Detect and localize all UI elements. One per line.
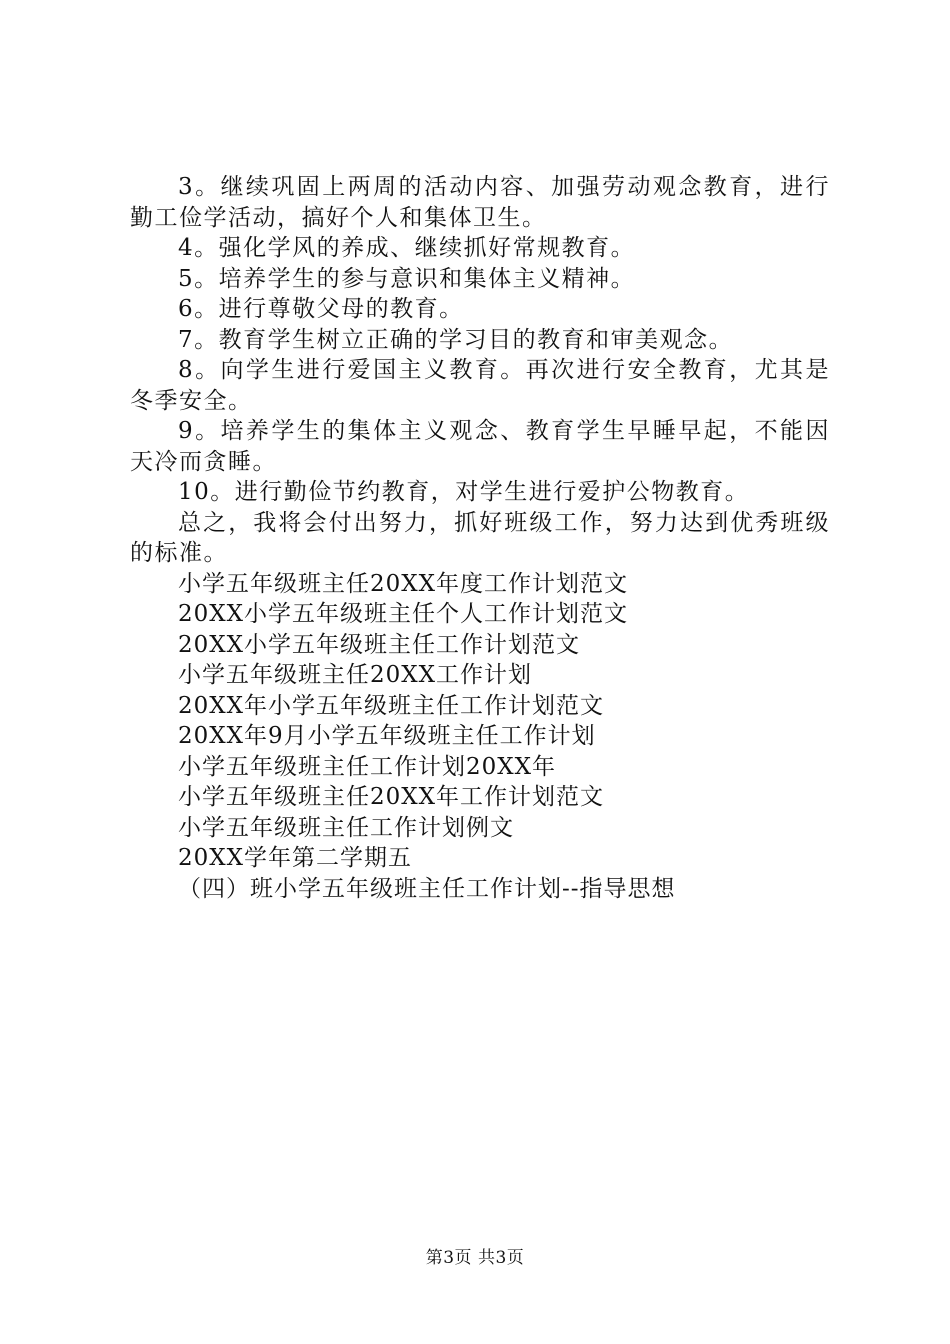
related-title: 小学五年级班主任20XX年工作计划范文 (178, 784, 605, 810)
related-titles-list (130, 569, 830, 905)
paragraph-item-4: 4。强化学风的养成、继续抓好常规教育。 (178, 235, 636, 261)
related-title: 20XX年9月小学五年级班主任工作计划 (178, 723, 596, 749)
paragraph-item-7: 7。教育学生树立正确的学习目的教育和审美观念。 (178, 326, 734, 353)
related-title: 20XX学年第二学期五 (178, 845, 413, 871)
page-number-footer: 第3页 共3页 (425, 1248, 525, 1268)
related-title: 20XX小学五年级班主任个人工作计划范文 (178, 601, 629, 627)
paragraph-item-9: 9。培养学生的集体主义观念、教育学生早睡早起，不能因天冷而贪睡。 (130, 418, 830, 475)
paragraph-item-8: 8。向学生进行爱国主义教育。再次进行安全教育，尤其是冬季安全。 (130, 357, 830, 414)
related-title: 20XX年小学五年级班主任工作计划范文 (178, 692, 605, 719)
related-title: 小学五年级班主任20XX工作计划 (178, 662, 533, 688)
related-title: 小学五年级班主任20XX年度工作计划范文 (178, 570, 629, 597)
paragraph-conclusion: 总之，我将会付出努力，抓好班级工作，努力达到优秀班级的标准。 (130, 509, 830, 566)
document-body (130, 172, 830, 904)
related-title: 小学五年级班主任工作计划20XX年 (178, 753, 557, 780)
related-title: 20XX小学五年级班主任工作计划范文 (178, 631, 581, 658)
related-title: （四）班小学五年级班主任工作计划--指导思想 (178, 875, 676, 902)
paragraph-item-5: 5。培养学生的参与意识和集体主义精神。 (178, 265, 636, 292)
paragraph-item-3: 3。继续巩固上两周的活动内容、加强劳动观念教育，进行勤工俭学活动，搞好个人和集体卫生。 (130, 174, 830, 231)
paragraph-item-6: 6。进行尊敬父母的教育。 (178, 296, 464, 322)
related-title: 小学五年级班主任工作计划例文 (178, 814, 514, 841)
paragraph-item-10: 10。进行勤俭节约教育，对学生进行爱护公物教育。 (178, 479, 750, 505)
